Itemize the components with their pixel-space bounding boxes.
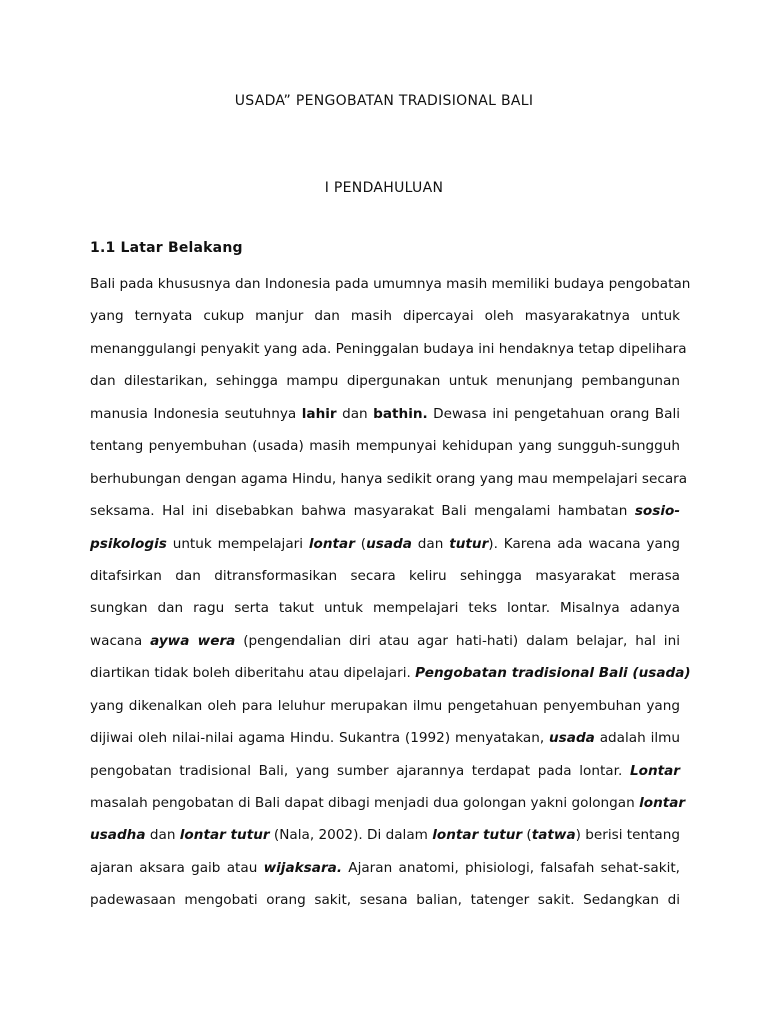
emphasis-term: usada — [549, 730, 595, 747]
emphasis-term: lontar — [639, 795, 686, 811]
paragraph-line: yang ternyata cukup manjur dan masih dipercayai oleh masyarakatnya untuk — [90, 308, 680, 325]
paragraph-line: dijiwai oleh nilai-nilai agama Hindu. Sukantra (1992) menyatakan, usada adalah ilmu — [90, 730, 680, 747]
section-heading: 1.1 Latar Belakang — [90, 240, 243, 256]
paragraph-line: pengobatan tradisional Bali, yang sumber ajarannya terdapat pada lontar. Lontar — [90, 762, 680, 779]
emphasis-term: tatwa — [531, 827, 576, 844]
emphasis-term: wijaksara. — [263, 859, 342, 876]
paragraph-line: usadha dan lontar tutur (Nala, 2002). Di dalam lontar tutur (tatwa) berisi tentang — [90, 827, 681, 844]
body-paragraph — [90, 268, 691, 917]
emphasis-term: lontar — [308, 535, 355, 552]
paragraph-line: masalah pengobatan di Bali dapat dibagi menjadi dua golongan yakni golongan lontar — [90, 795, 686, 811]
emphasis-term: sosio- — [634, 503, 680, 520]
paragraph-line: psikologis untuk mempelajari lontar (usada dan tutur). Karena ada wacana yang — [90, 535, 681, 552]
paragraph-line: wacana aywa wera (pengendalian diri atau agar hati-hati) dalam belajar, hal ini — [90, 632, 680, 649]
paragraph-line: dan dilestarikan, sehingga mampu dipergunakan untuk menunjang pembangunan — [90, 373, 680, 390]
emphasis-term: lontar tutur — [432, 827, 523, 844]
emphasis-term: lontar tutur — [179, 827, 270, 844]
emphasis-term: psikologis — [90, 535, 167, 552]
paragraph-line: padewasaan mengobati orang sakit, sesana balian, tatenger sakit. Sedangkan di — [90, 892, 680, 909]
paragraph-line: menanggulangi penyakit yang ada. Peninggalan budaya ini hendaknya tetap dipelihara — [90, 340, 687, 357]
emphasis-term: usada — [366, 535, 412, 552]
emphasis-term: Lontar — [629, 762, 680, 779]
paragraph-line: ditafsirkan dan ditransformasikan secara keliru sehingga masyarakat merasa — [90, 567, 680, 584]
document-title: USADA” PENGOBATAN TRADISIONAL BALI — [234, 93, 534, 109]
emphasis-term: Pengobatan tradisional Bali (usada) — [415, 665, 691, 682]
paragraph-line: yang dikenalkan oleh para leluhur merupakan ilmu pengetahuan penyembuhan yang — [90, 697, 680, 714]
chapter-heading: I PENDAHULUAN — [324, 180, 444, 196]
paragraph-line: tentang penyembuhan (usada) masih mempunyai kehidupan yang sungguh-sungguh — [90, 438, 680, 455]
paragraph-line: manusia Indonesia seutuhnya lahir dan bathin. Dewasa ini pengetahuan orang Bali — [90, 405, 680, 422]
paragraph-line: seksama. Hal ini disebabkan bahwa masyarakat Bali mengalami hambatan sosio- — [90, 503, 680, 520]
emphasis-term: aywa wera — [150, 632, 236, 649]
paragraph-line: diartikan tidak boleh diberitahu atau dipelajari. Pengobatan tradisional Bali (usada) — [90, 665, 691, 682]
bold-term: bathin. — [373, 405, 428, 422]
emphasis-term: tutur — [449, 535, 489, 552]
paragraph-line: ajaran aksara gaib atau wijaksara. Ajaran anatomi, phisiologi, falsafah sehat-sakit, — [90, 859, 680, 876]
bold-term: lahir — [301, 405, 337, 422]
paragraph-line: Bali pada khususnya dan Indonesia pada umumnya masih memiliki budaya pengobatan — [90, 276, 691, 292]
emphasis-term: usadha — [90, 827, 146, 844]
paragraph-line: sungkan dan ragu serta takut untuk mempelajari teks lontar. Misalnya adanya — [90, 600, 680, 617]
paragraph-line: berhubungan dengan agama Hindu, hanya sedikit orang yang mau mempelajari secara — [90, 470, 688, 487]
